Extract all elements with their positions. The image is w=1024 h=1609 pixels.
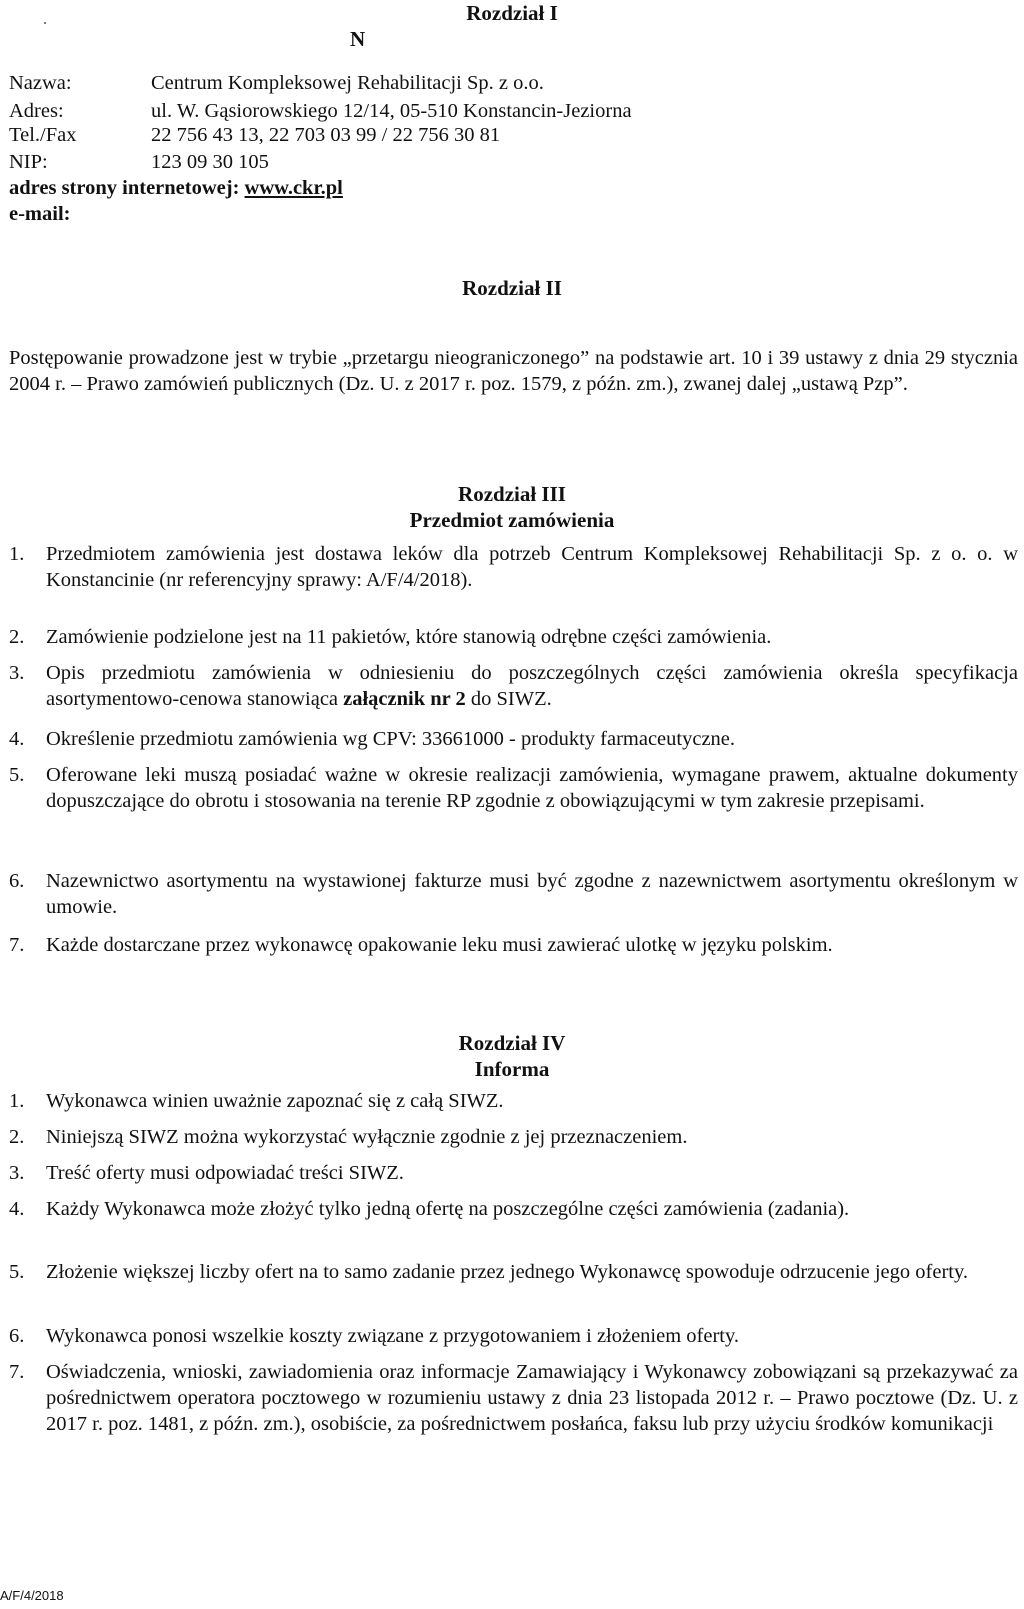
info-row-website	[9, 175, 1009, 201]
item-text-part: do SIWZ.	[465, 688, 552, 710]
info-value: ul. W. Gąsiorowskiego 12/14, 05-510 Konstancin-Jeziorna	[151, 100, 632, 122]
item-text: Zamówienie podzielone jest na 11 pakietów, które stanowią odrębne części zamówienia.	[46, 626, 772, 648]
info-label: Tel./Fax	[9, 124, 77, 146]
info-value: Centrum Kompleksowej Rehabilitacji Sp. z o.o.	[151, 72, 544, 94]
item-text	[46, 660, 1018, 712]
document-reference-footer: A/F/4/2018	[0, 1588, 64, 1603]
chapter-4-subheading: Informa	[474, 1057, 550, 1081]
info-label: NIP:	[9, 151, 48, 173]
chapter-3-subheading: Przedmiot zamówienia	[409, 508, 615, 532]
website-label: adres strony internetowej:	[9, 177, 240, 199]
item-text: Złożenie większej liczby ofert na to samo zadanie przez jednego Wykonawcę spowoduje odrzucenie jego oferty.	[46, 1261, 969, 1283]
item-number: 7.	[9, 1361, 25, 1383]
item-number: 3.	[9, 1162, 25, 1184]
item-number: 4.	[9, 728, 25, 750]
item-number: 5.	[9, 764, 25, 786]
info-row-phone	[9, 122, 1009, 148]
item-text: Przedmiotem zamówienia jest dostawa leków dla potrzeb Centrum Kompleksowej Rehabilitacji Sp. z o. o. w Konstancinie (nr referencyjny sprawy: A/F/4/2018).	[46, 543, 1018, 591]
item-number: 6.	[9, 1325, 25, 1347]
item-text: Oferowane leki muszą posiadać ważne w okresie realizacji zamówienia, wymagane prawem, aktualne dokumenty dopuszczające do obrotu i stosowania na terenie RP zgodnie z obowiązującymi w tym zakresie przepisami.	[46, 764, 1018, 812]
item-text: Treść oferty musi odpowiadać treści SIWZ.	[46, 1162, 404, 1184]
info-row-email	[9, 201, 1009, 227]
chapter-2-heading: Rozdział II	[462, 276, 562, 300]
info-value: 22 756 43 13, 22 703 03 99 / 22 756 30 81	[151, 124, 501, 146]
info-label: Nazwa:	[9, 72, 72, 94]
info-row-name	[9, 70, 1009, 96]
item-text: Wykonawca winien uważnie zapoznać się z całą SIWZ.	[46, 1090, 504, 1112]
item-text: Oświadczenia, wnioski, zawiadomienia oraz informacje Zamawiający i Wykonawcy zobowiązani są przekazywać za pośrednictwem operatora pocztowego w rozumieniu ustawy z dnia 23 listopada 2012 r. – Prawo pocztowe (Dz. U. z 2017 r. poz. 1481, z późn. zm.), osobiście, za pośrednictwem posłańca, faksu lub przy użyciu środków komunikacji	[46, 1361, 1018, 1435]
item-number: 4.	[9, 1198, 25, 1220]
item-number: 6.	[9, 870, 25, 892]
item-text-part: Opis przedmiotu zamówienia w odniesieniu do poszczególnych części zamówienia określa specyfikacja asortymentowo-cenowa stanowiąca	[46, 662, 1018, 710]
item-text: Określenie przedmiotu zamówienia wg CPV: 33661000 - produkty farmaceutyczne.	[46, 728, 736, 750]
email-label: e-mail:	[9, 203, 71, 225]
item-text: Wykonawca ponosi wszelkie koszty związane z przygotowaniem i złożeniem oferty.	[46, 1325, 740, 1347]
item-number: 3.	[9, 662, 25, 684]
website-link[interactable]: www.ckr.pl	[244, 177, 343, 199]
item-number: 7.	[9, 934, 25, 956]
item-text: Niniejszą SIWZ można wykorzystać wyłącznie zgodnie z jej przeznaczeniem.	[46, 1126, 688, 1148]
chapter-1-subheading: N	[350, 27, 366, 51]
chapter-2-paragraph: Postępowanie prowadzone jest w trybie „przetargu nieograniczonego” na podstawie art. 10 i 39 ustawy z dnia 29 stycznia 2004 r. – Prawo zamówień publicznych (Dz. U. z 2017 r. poz. 1579, z późn. zm.), zwanej dalej „ustawą Pzp”.	[9, 347, 1018, 395]
info-label: Adres:	[9, 100, 64, 122]
chapter-4-heading: Rozdział IV	[458, 1031, 566, 1055]
chapter-1-heading: Rozdział I	[466, 1, 558, 25]
item-number: 5.	[9, 1261, 25, 1283]
info-row-address	[9, 98, 1009, 124]
item-text: Każde dostarczane przez wykonawcę opakowanie leku musi zawierać ulotkę w języku polskim.	[46, 934, 833, 956]
info-value: 123 09 30 105	[151, 151, 269, 173]
info-row-nip	[9, 149, 1009, 175]
item-number: 1.	[9, 543, 25, 565]
item-number: 2.	[9, 1126, 25, 1148]
chapter-3-heading: Rozdział III	[458, 482, 566, 506]
item-number: 2.	[9, 626, 25, 648]
item-number: 1.	[9, 1090, 25, 1112]
attachment-reference: załącznik nr 2	[343, 688, 466, 710]
item-text: Każdy Wykonawca może złożyć tylko jedną ofertę na poszczególne części zamówienia (zadania).	[46, 1198, 850, 1220]
item-text: Nazewnictwo asortymentu na wystawionej fakturze musi być zgodne z nazewnictwem asortymentu określonym w umowie.	[46, 870, 1018, 918]
